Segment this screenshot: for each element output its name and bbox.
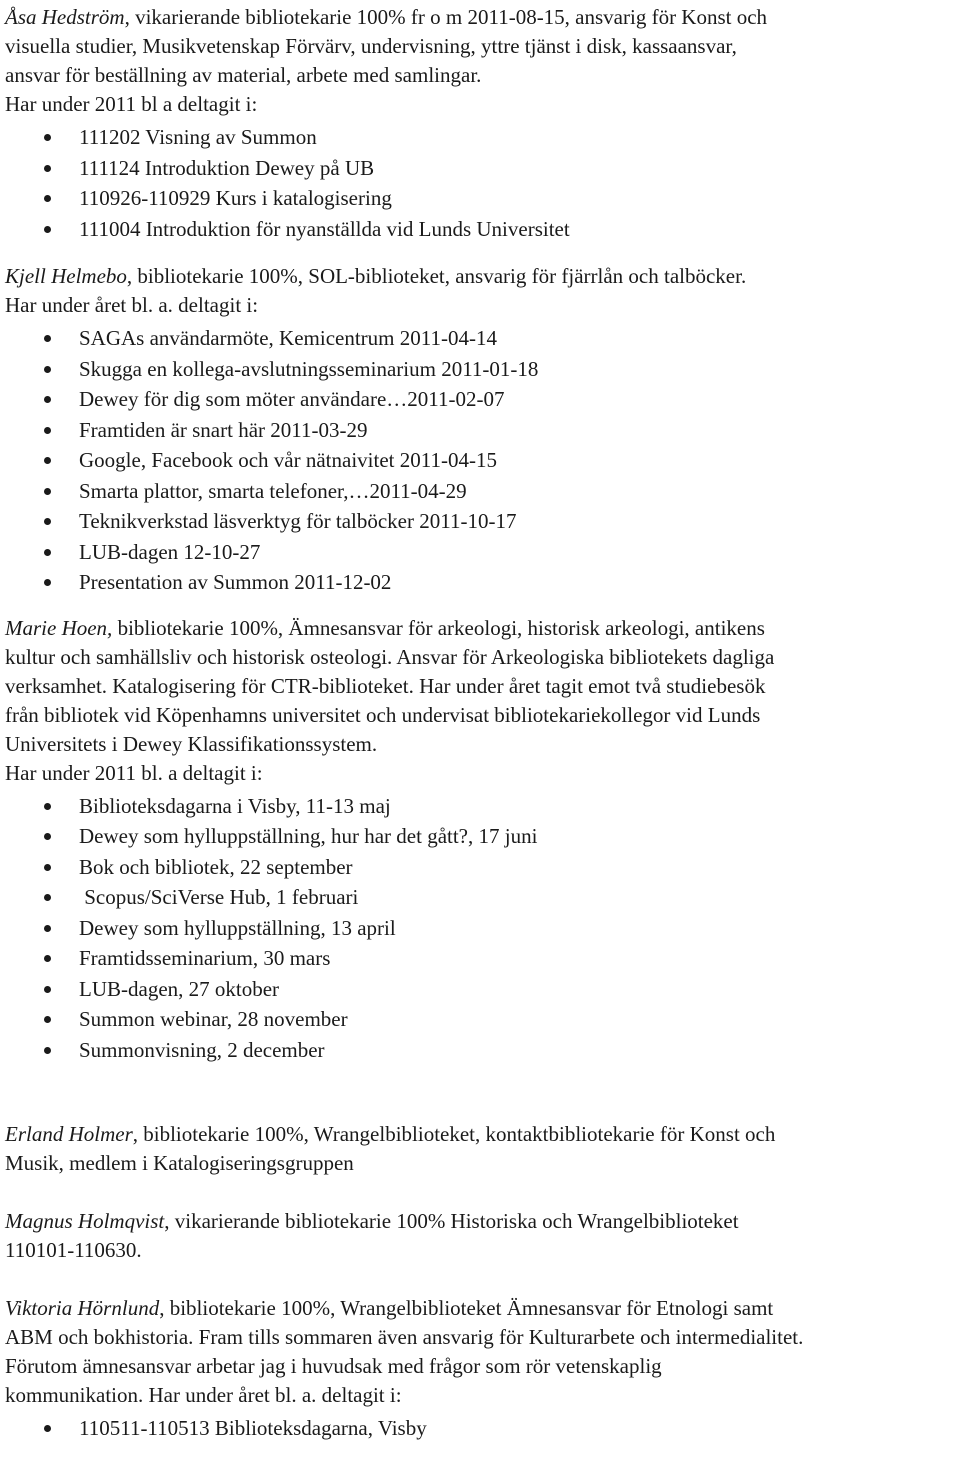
paragraph-line: Kjell Helmebo, bibliotekarie 100%, SOL-biblioteket, ansvarig för fjärrlån och talböcker.	[5, 264, 747, 288]
paragraph-line: Erland Holmer, bibliotekarie 100%, Wrangelbiblioteket, kontaktbibliotekarie för Konst och	[5, 1122, 776, 1146]
staff-section	[5, 1120, 960, 1178]
staff-section	[5, 614, 960, 1066]
list-item: Biblioteksdagarna i Visby, 11-13 maj	[5, 791, 960, 822]
staff-name: Kjell Helmebo	[5, 264, 127, 288]
activity-list	[5, 122, 960, 244]
paragraph-line: Har under 2011 bl a deltagit i:	[5, 92, 258, 116]
staff-name: Marie Hoen,	[5, 615, 113, 640]
list-item: Framtidsseminarium, 30 mars	[5, 943, 960, 974]
list-item: Summonvisning, 2 december	[5, 1035, 960, 1066]
activity-list	[5, 791, 960, 1066]
staff-section	[5, 1294, 960, 1444]
paragraph-line: Viktoria Hörnlund, bibliotekarie 100%, Wrangelbiblioteket Ämnesansvar för Etnologi samt	[5, 1296, 774, 1320]
staff-name: Åsa Hedström	[5, 5, 125, 29]
staff-section	[5, 262, 960, 598]
list-item: Bok och bibliotek, 22 september	[5, 852, 960, 883]
list-item: SAGAs användarmöte, Kemicentrum 2011-04-14	[5, 323, 960, 354]
paragraph-line: visuella studier, Musikvetenskap Förvärv, undervisning, yttre tjänst i disk, kassaansvar,	[5, 34, 737, 58]
paragraph-line: Har under året bl. a. deltagit i:	[5, 293, 259, 317]
list-item: LUB-dagen 12-10-27	[5, 537, 960, 568]
list-item: Dewey för dig som möter användare…2011-02-07	[5, 384, 960, 415]
list-item: 110926-110929 Kurs i katalogisering	[5, 183, 960, 214]
list-item: 111004 Introduktion för nyanställda vid Lunds Universitet	[5, 214, 960, 245]
paragraph-line: Marie Hoen, bibliotekarie 100%, Ämnesansvar för arkeologi, historisk arkeologi, antikens	[5, 615, 765, 640]
paragraph-line: verksamhet. Katalogisering för CTR-biblioteket. Har under året tagit emot två studiebesök	[5, 673, 766, 698]
staff-name: Magnus Holmqvist	[5, 1209, 165, 1233]
paragraph-line: 110101-110630.	[5, 1238, 142, 1262]
paragraph-line: från bibliotek vid Köpenhamns universitet och undervisat bibliotekariekollegor vid Lunds	[5, 702, 761, 727]
list-item: 111202 Visning av Summon	[5, 122, 960, 153]
list-item: 111124 Introduktion Dewey på UB	[5, 153, 960, 184]
paragraph-line: Universitets i Dewey Klassifikationssystem.	[5, 731, 378, 756]
activity-list	[5, 1413, 960, 1444]
staff-section	[5, 1207, 960, 1265]
list-item: Scopus/SciVerse Hub, 1 februari	[5, 882, 960, 913]
paragraph-line: ansvar för beställning av material, arbete med samlingar.	[5, 63, 482, 87]
list-item: 110511-110513 Biblioteksdagarna, Visby	[5, 1413, 960, 1444]
list-item: Teknikverkstad läsverktyg för talböcker 2011-10-17	[5, 506, 960, 537]
paragraph-line: kultur och samhällsliv och historisk osteologi. Ansvar för Arkeologiska bibliotekets dagliga	[5, 644, 775, 669]
paragraph-line: Åsa Hedström, vikarierande bibliotekarie 100% fr o m 2011-08-15, ansvarig för Konst och	[5, 5, 768, 29]
activity-list	[5, 323, 960, 598]
paragraph-line: Musik, medlem i Katalogiseringsgruppen	[5, 1151, 354, 1175]
list-item: Summon webinar, 28 november	[5, 1004, 960, 1035]
paragraph-line: Har under 2011 bl. a deltagit i:	[5, 760, 263, 785]
list-item: Dewey som hylluppställning, 13 april	[5, 913, 960, 944]
list-item: Dewey som hylluppställning, hur har det gått?, 17 juni	[5, 821, 960, 852]
list-item: LUB-dagen, 27 oktober	[5, 974, 960, 1005]
paragraph-line: kommunikation. Har under året bl. a. deltagit i:	[5, 1383, 402, 1407]
list-item: Framtiden är snart här 2011-03-29	[5, 415, 960, 446]
list-item: Google, Facebook och vår nätnaivitet 2011-04-15	[5, 445, 960, 476]
list-item: Skugga en kollega-avslutningsseminarium 2011-01-18	[5, 354, 960, 385]
staff-name: Viktoria Hörnlund	[5, 1296, 160, 1320]
paragraph-line: ABM och bokhistoria. Fram tills sommaren även ansvarig för Kulturarbete och intermedialitet.	[5, 1325, 804, 1349]
staff-section	[5, 3, 960, 244]
staff-name: Erland Holmer	[5, 1122, 133, 1146]
list-item: Presentation av Summon 2011-12-02	[5, 567, 960, 598]
paragraph-line: Förutom ämnesansvar arbetar jag i huvudsak med frågor som rör vetenskaplig	[5, 1354, 662, 1378]
paragraph-line: Magnus Holmqvist, vikarierande bibliotekarie 100% Historiska och Wrangelbiblioteket	[5, 1209, 739, 1233]
list-item: Smarta plattor, smarta telefoner,…2011-04-29	[5, 476, 960, 507]
